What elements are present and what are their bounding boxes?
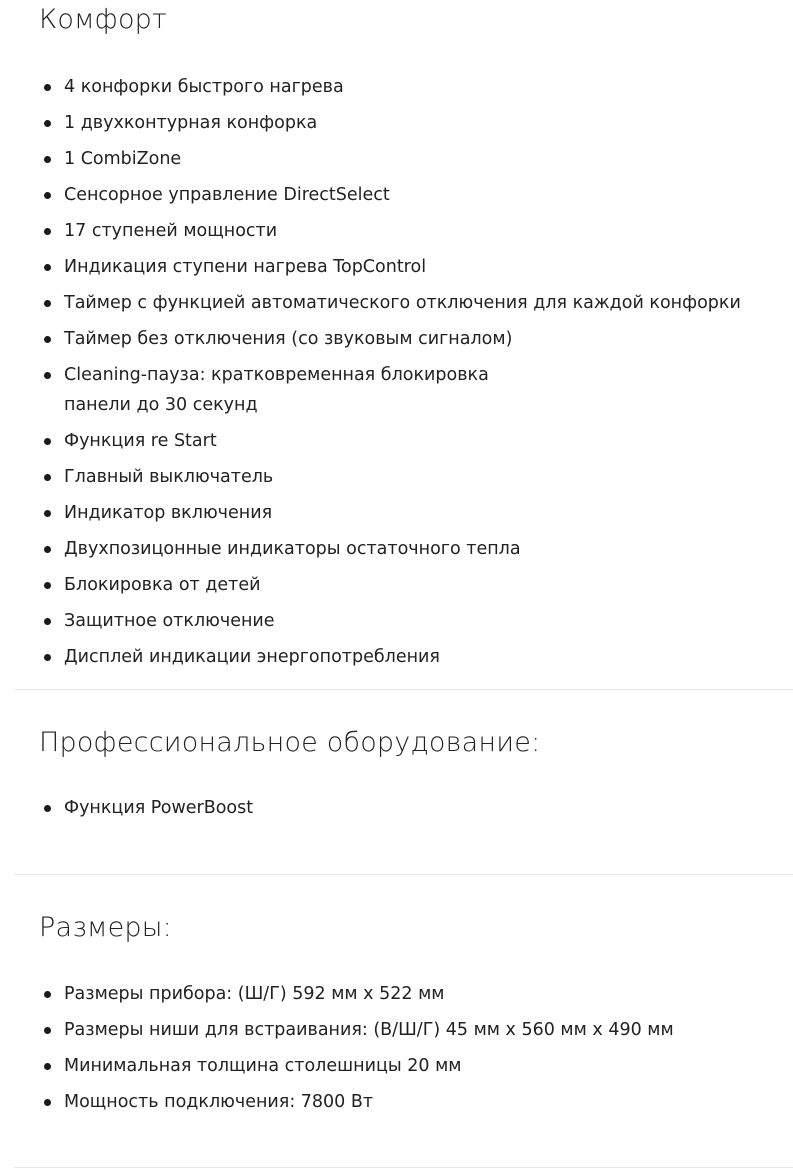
list-item	[39, 288, 793, 318]
list-item-text: Дисплей индикации энергопотребления	[64, 647, 440, 667]
section-comfort	[14, 0, 793, 690]
bullet-icon	[44, 510, 51, 517]
list-item-text: Функция re Start	[64, 431, 217, 451]
list-item	[39, 180, 793, 210]
list-item-text: Таймер с функцией автоматического отключения для каждой конфорки	[64, 293, 741, 313]
list-item-text: Индикация ступени нагрева TopControl	[64, 257, 427, 277]
bullet-icon	[44, 156, 51, 163]
list-item-text: Cleaning-пауза: кратковременная блокировка панели до 30 секунд	[64, 365, 489, 415]
list-item-text: Мощность подключения: 7800 Вт	[64, 1092, 374, 1112]
list-item	[39, 216, 793, 246]
list-item	[39, 1087, 793, 1117]
list-item	[39, 324, 793, 354]
list-item-text: Таймер без отключения (со звуковым сигналом)	[64, 329, 513, 349]
dimensions-feature-list	[14, 979, 793, 1117]
bullet-icon	[44, 1027, 51, 1034]
list-item	[39, 1015, 793, 1045]
list-item-text: Защитное отключение	[64, 611, 275, 631]
list-item-text: Двухпозицонные индикаторы остаточного тепла	[64, 539, 521, 559]
list-item-text: 4 конфорки быстрого нагрева	[64, 77, 344, 97]
list-item-text: Функция PowerBoost	[64, 798, 254, 818]
list-item	[39, 642, 793, 672]
bullet-icon	[44, 336, 51, 343]
list-item-text: Размеры ниши для встраивания: (В/Ш/Г) 45 мм x 560 мм x 490 мм	[64, 1020, 674, 1040]
list-item	[39, 570, 793, 600]
list-item	[39, 1051, 793, 1081]
list-item-text: Блокировка от детей	[64, 575, 261, 595]
section-title-professional: Профессиональное оборудование:	[39, 727, 541, 758]
bullet-icon	[44, 228, 51, 235]
list-item	[39, 72, 793, 102]
bullet-icon	[44, 546, 51, 553]
list-item-text: Главный выключатель	[64, 467, 274, 487]
bullet-icon	[44, 120, 51, 127]
list-item-text: 1 двухконтурная конфорка	[64, 113, 318, 133]
bullet-icon	[44, 805, 51, 812]
bullet-icon	[44, 372, 51, 379]
bullet-icon	[44, 1099, 51, 1106]
section-title-comfort: Комфорт	[39, 4, 168, 35]
bullet-icon	[44, 438, 51, 445]
section-dimensions	[14, 911, 793, 1168]
list-item-text: Индикатор включения	[64, 503, 273, 523]
bullet-icon	[44, 192, 51, 199]
list-item	[39, 534, 793, 564]
list-item-text: 1 CombiZone	[64, 149, 182, 169]
list-item	[39, 426, 793, 456]
bullet-icon	[44, 474, 51, 481]
list-item-text: Сенсорное управление DirectSelect	[64, 185, 390, 205]
list-item	[39, 793, 793, 823]
bullet-icon	[44, 618, 51, 625]
list-item-text: Размеры прибора: (Ш/Г) 592 мм x 522 мм	[64, 984, 445, 1004]
list-item	[39, 108, 793, 138]
list-item	[39, 606, 793, 636]
list-item	[39, 360, 534, 420]
bullet-icon	[44, 654, 51, 661]
list-item	[39, 462, 793, 492]
list-item	[39, 979, 793, 1009]
list-item	[39, 144, 793, 174]
list-item-text: 17 ступеней мощности	[64, 221, 278, 241]
list-item	[39, 498, 793, 528]
professional-feature-list	[14, 793, 793, 823]
bullet-icon	[44, 991, 51, 998]
bullet-icon	[44, 300, 51, 307]
section-professional	[14, 726, 793, 875]
bullet-icon	[44, 264, 51, 271]
bullet-icon	[44, 582, 51, 589]
list-item-text: Минимальная толщина столешницы 20 мм	[64, 1056, 462, 1076]
bullet-icon	[44, 84, 51, 91]
comfort-feature-list	[14, 72, 793, 672]
list-item	[39, 252, 793, 282]
section-title-dimensions: Размеры:	[39, 912, 172, 943]
bullet-icon	[44, 1063, 51, 1070]
